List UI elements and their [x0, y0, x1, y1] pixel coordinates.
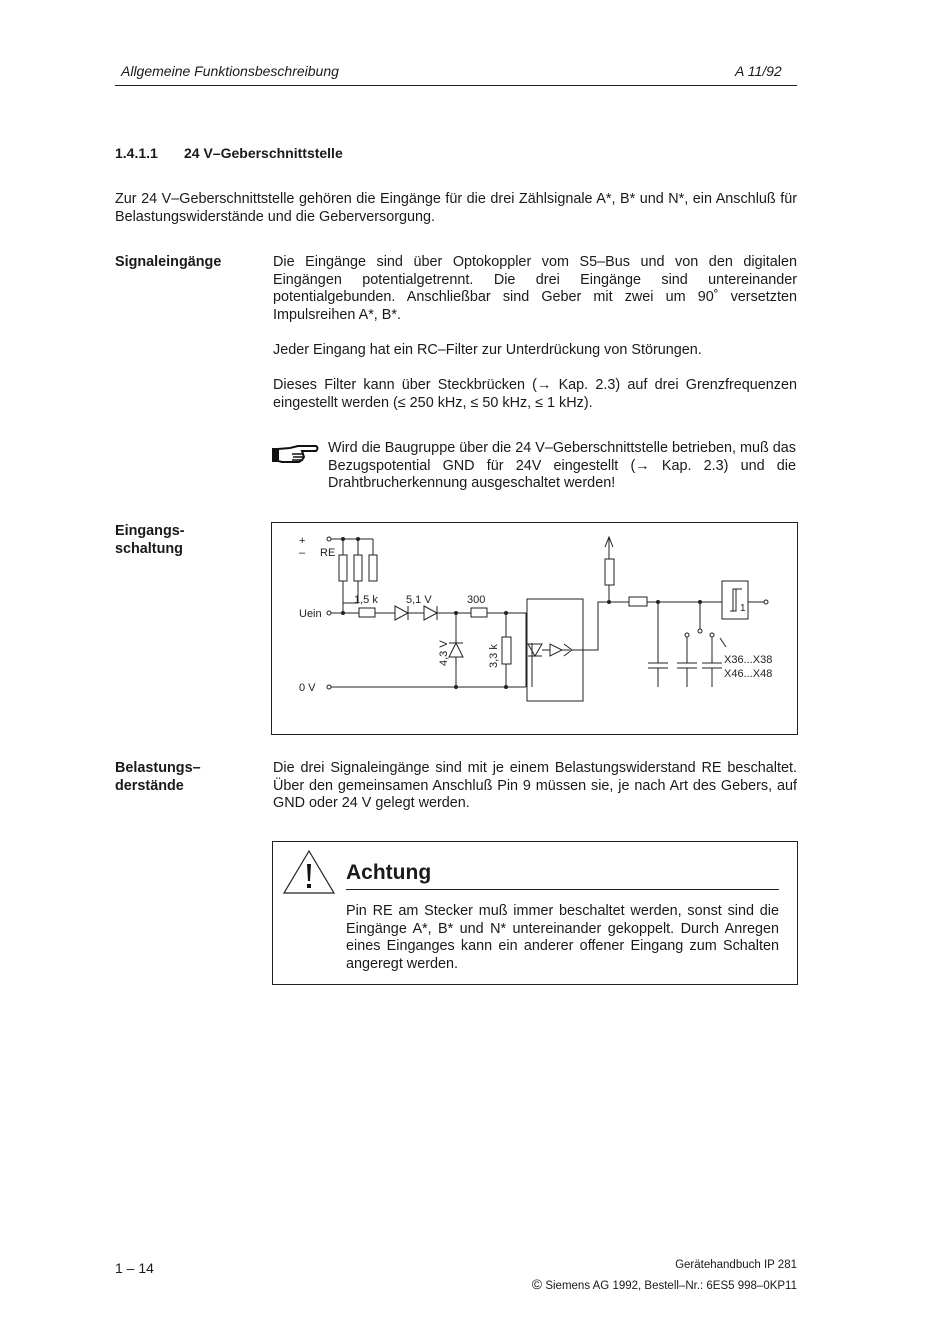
intro-paragraph: Zur 24 V–Geberschnittstelle gehören die Eingänge für die drei Zählsignale A*, B* und N*, ein Anschluß für Belastungswiderstände und die Geberversorgung.	[115, 191, 797, 225]
label-r-3-3k: 3,3 k	[488, 644, 500, 668]
section-title: 24 V–Geberschnittstelle	[184, 145, 343, 161]
header-rule	[115, 85, 797, 86]
side-heading-signal: Signaleingänge	[115, 254, 222, 270]
copyright-icon: ©	[531, 1276, 543, 1292]
signal-paragraph-2: Jeder Eingang hat ein RC–Filter zur Unterdrückung von Störungen.	[273, 342, 702, 358]
label-x36: X36...X38	[724, 654, 773, 666]
circuit-diagram	[271, 522, 798, 735]
circuit-schematic	[272, 523, 797, 734]
label-zener-5-1v: 5,1 V	[406, 594, 432, 606]
label-zener-4-3v: 4,3 V	[438, 640, 450, 666]
label-zero-volt: 0 V	[299, 682, 316, 694]
section-number: 1.4.1.1	[115, 145, 158, 161]
running-header-date: A 11/92	[735, 63, 782, 79]
label-r-300: 300	[467, 594, 486, 606]
footer-book-title: Gerätehandbuch IP 281	[675, 1259, 797, 1271]
label-r-1-5k: 1,5 k	[354, 594, 378, 606]
load-paragraph: Die drei Signaleingänge sind mit je einem Belastungswiderstand RE beschaltet. Über den gemeinsamen Anschluß Pin 9 müssen sie, je nach Art des Gebers, auf GND oder 24 V gelegt werden.	[273, 760, 797, 812]
warning-triangle-icon	[282, 849, 336, 895]
pointing-hand-icon	[270, 443, 320, 465]
side-heading-load: Belastungs– derstände	[115, 760, 201, 794]
warning-title: Achtung	[346, 861, 432, 884]
section-heading	[115, 145, 343, 161]
side-heading-circuit: Eingangs- schaltung	[115, 523, 185, 557]
label-uein: Uein	[299, 608, 322, 620]
label-minus: –	[299, 547, 306, 559]
footer-copyright	[532, 1276, 797, 1292]
signal-paragraph-1: Die Eingänge sind über Optokoppler vom S5–Bus und von den digitalen Eingängen potentialgetrennt. Die drei Eingänge sind untereinander potentialgebunden. Anschließbar sind Geber mit zwei um 90˚ versetzten Impulsreihen A*, B*.	[273, 254, 797, 323]
label-schmitt: 1	[740, 603, 746, 614]
warning-title-rule	[346, 889, 779, 890]
running-header-title: Allgemeine Funktionsbeschreibung	[121, 63, 339, 79]
label-plus: +	[299, 535, 306, 547]
label-re: RE	[320, 547, 336, 559]
page-number: 1 – 14	[115, 1260, 154, 1276]
footer-copyright-text: Siemens AG 1992, Bestell–Nr.: 6ES5 998–0KP11	[545, 1280, 797, 1292]
warning-text: Pin RE am Stecker muß immer beschaltet werden, sonst sind die Eingänge A*, B* und N* untereinander gekoppelt. Durch Anregen eines Einganges kann ein anderer offener Eingang zum Schalten angeregt werden.	[346, 903, 779, 972]
note-text: Wird die Baugruppe über die 24 V–Geberschnittstelle betrieben, muß das Bezugspotential GND für 24V eingestellt (→ Kap. 2.3) und die Drahtbrucherkennung ausgeschaltet werden!	[328, 440, 796, 492]
label-x46: X46...X48	[724, 668, 773, 680]
signal-paragraph-3: Dieses Filter kann über Steckbrücken (→ Kap. 2.3) auf drei Grenzfrequenzen eingestellt werden (≤ 250 kHz, ≤ 50 kHz, ≤ 1 kHz).	[273, 377, 797, 411]
